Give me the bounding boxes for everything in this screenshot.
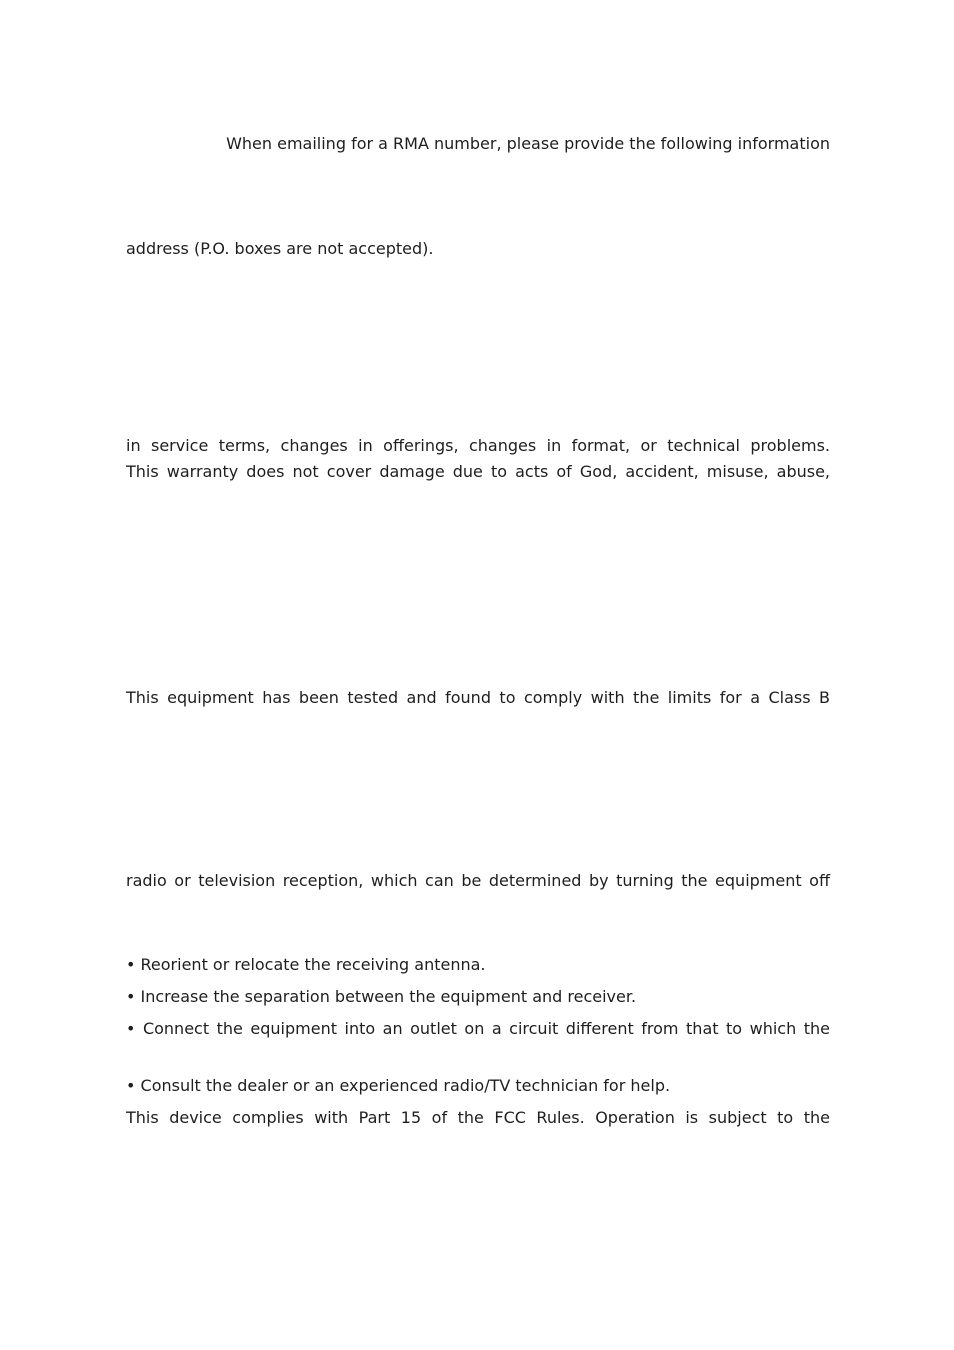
fcc-compliance-line: This equipment has been tested and found to comply with the limits for a Class B [126, 688, 830, 707]
address-note-line: address (P.O. boxes are not accepted). [126, 239, 434, 258]
bullet-increase-separation: • Increase the separation between the equipment and receiver. [126, 987, 637, 1006]
bullet-reorient-antenna: • Reorient or relocate the receiving antenna. [126, 955, 486, 974]
service-terms-line: in service terms, changes in offerings, changes in format, or technical problems. [126, 436, 830, 455]
rma-request-line: When emailing for a RMA number, please provide the following information [226, 134, 830, 153]
bullet-different-outlet: • Connect the equipment into an outlet on a circuit different from that to which the [126, 1019, 830, 1038]
warranty-exclusion-line: This warranty does not cover damage due to acts of God, accident, misuse, abuse, [126, 462, 830, 481]
interference-line: radio or television reception, which can be determined by turning the equipment off [126, 871, 830, 890]
part15-statement-line: This device complies with Part 15 of the FCC Rules. Operation is subject to the [126, 1108, 830, 1127]
bullet-consult-dealer: • Consult the dealer or an experienced radio/TV technician for help. [126, 1076, 671, 1095]
